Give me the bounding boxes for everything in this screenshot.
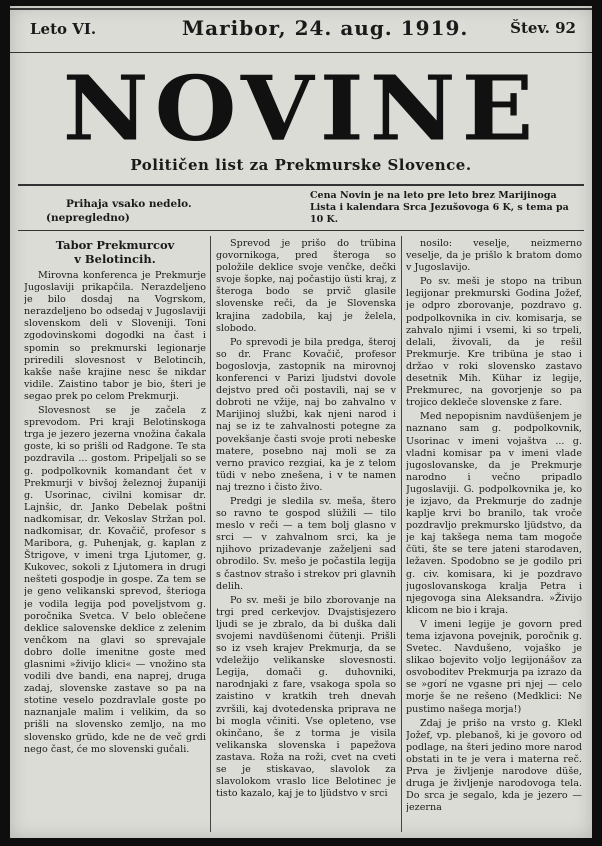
- dateline: Maribor, 24. aug. 1919.: [182, 16, 469, 40]
- paragraph: Po sv. meši je bilo zborovanje na trgi pred cerkevjov. Dvajstisjezero ljudi se je zbralo, da bi duška dali svojemi navdüšenomi čütenji. Prišli so iz vseh krajev Prekmurja, da se vdeležijo velikanske slovesnosti. Legija, domači g. duhovniki, narodnjaki z fare, vsakoga spola so zaistino v kratkih treh dnevah zvršili, kaj dvotedenska priprava ne bi mogla včiniti. Vse opleteno, vse okinčano, še z torma je visila velikanska slovenska i papežova zastava. Roža na roži, cvet na cveti se je stiskavao, slavolok za slavolokom vraslo lice Belotinec je tisto kazalo, kaj je to ljüdstvo v srci: [216, 594, 396, 800]
- column-2: [216, 238, 396, 828]
- paragraph: Po sv. meši je stopo na tribun legijonar prekmurski Godina Jožef, je odpro zborovanje, pozdravo g. podpolkovnika in civ. komisarja, se zahvalo njimi i vsemi, ki so trpeli, delali, živovali, da je rešil Prekmurje. Kre tribüna je stao i držao v roki slovensko zastavo desetnik Mih. Kühar iz legije, Prekmurec, na govorjenje so pa trojico dekleče slovenske z fare.: [406, 276, 582, 409]
- column-divider: [401, 236, 402, 832]
- masthead-rule-lower: [18, 230, 584, 231]
- volume-label: Leto VI.: [30, 20, 97, 38]
- masthead-subtitle: Političen list za Prekmurske Slovence.: [130, 156, 472, 174]
- publication-frequency: Prihaja vsako nedelo.: [66, 198, 192, 210]
- paragraph: Sprevod je prišo do trübina govornikoga, pred šteroga so položile deklice svoje venčke, dečki svoje šopke, naj počastijo üsti kraj, z šteroga bodo se prvič glasile slovenske reči, da je Slovenska krajina zadobila, kaj je želela, slobodo.: [216, 238, 396, 334]
- article-headline: [24, 238, 206, 266]
- paragraph: Mirovna konferenca je Prekmurje Jugoslaviji prikapčila. Nerazdeljeno je bilo dosdaj na Vogrskom, nerazdeljeno bo odsedaj v Jugoslaviji slovenskom deli v Sloveniji. Toni zgodovinskomi dogodki na čast i spomin so prekmurski legionarje priredili slovesnost v Belotincih, kakše naše krajine nesc še nikdar vidile. Zaistino tabor je bio, šteri je segao prek po celom Prekmurji.: [24, 270, 206, 402]
- paragraph: Med nepopisnim navdüšenjem je naznano sam g. podpolkovnik, Usorinac v imeni vojaštva ... g. vladni komisar pa v imeni vlade jugoslovanske, da je Prekmurje narodno i večno pripadlo Jugoslaviji. G. podpolkovnika je, ko je izjavo, da Prekmurje do zadnje kaplje krvi bo branilo, tak vroče pozdravljo prekmursko ljüdstvo, da je kaj takšega nema tam mogoče čüti, šte se tere jateni starodaven, ležaven. Spodobno se je godilo pri g. civ. komisarа, ki je pozdravo jugoslovanskoga kralja Petra i njegovoga sina Aleksandra. »Živijo klicom ne bio i kraja.: [406, 411, 582, 616]
- column-3: [406, 238, 582, 828]
- paragraph: Po sprevodi je bila predga, šteroj so dr. Franc Kovačič, profesor bogoslovja, zastopnik na mirovnoj konferenci v Parizi ljudstvi dovole dejstvo pred oči postavili, naj se v dobroti ne vžije, naj bo zahvalno v Marijinoj službi, kak njeni narod i naj se iz te zahvalnosti potegne za povekšanje časti svoje proti nebeske matere, posebno naj moli se za verno pravico rezgiai, ka je z telom tüdi v nebo znešena, i v te namen naj trezno i čisto živo.: [216, 336, 396, 493]
- headline-line-1: Tabor Prekmurcov: [55, 238, 175, 252]
- paragraph: Predgi je sledila sv. meša, štero so ravno te gospod slüžili — tilo meslo v reči — a tem bolj glasno v srci — v zahvalnom srci, ka je njihovo prizadevanje zaželjeni sad obrodilo. Sv. mešo je počastila legija s častnov strašo i strekov pri glavnih delih.: [216, 495, 396, 592]
- column-1: [24, 238, 206, 828]
- masthead-rule: [18, 184, 584, 186]
- publication-note: (nepregledno): [46, 212, 130, 224]
- masthead-title: NOVINE: [62, 56, 540, 162]
- headline-line-2: v Belotincih.: [74, 252, 156, 266]
- paragraph: Slovesnost se je začela z sprevodom. Pri kraji Belotinskoga trga je jezero jezerna vnožina čakala goste, ki so prišli od Radgone. Te sta pozdravila ... gostom. Pripeljali so se g. podpolkovnik komandant čet v Prekmurji v bivšoj železnoj županiji g. Usorinac, civilni komisar dr. Lajnšic, dr. Janko Debelak poštni nadkomisar, dr. Vekoslav Stržan pol. nadkomisar, dr. Kovačič, profesor s Maribora, g. Puhenjak, g. kaplan z Štrigove, v imeni trga Ljutomer, g. Kukovec, sokoli z Ljutomera in drugi nešteti gospodje in gospe. Za tem se je geno velikanski sprevod, šterioga je vodila legija pod poveljstvom g. poročnika Svetca. V belo oblečene deklice salovenske deklice z zelenim venčkom na glavi so sprevajale dobro dolle imenitne goste med glasnimi »živijo klici« — vnožino sta vodili dve bandi, ena naprej, druga zadaj, slovenske zastave so pa na stotine veselo pozdravlale goste po naznanjale malim i velikim, da so prišli na slovensko zemljo, na mo slovensko grüdo, kde ne de več grdi nego čast, će mo slovenski gučali.: [24, 405, 206, 755]
- subscription-price: Cena Novin je na leto pre leto brez Marijinoga Lista i kalendara Srca Jezušovoga 6 K, s tema pa 10 K.: [310, 190, 569, 225]
- issue-number: Štev. 92: [510, 19, 576, 37]
- masthead-topline: [22, 16, 582, 44]
- paragraph: V imeni legije je govorn pred tema izjavona povejnik, poročnik g. Svetec. Navdušeno, vojaško je slikao bojevito voljo legijonášov za osvoboditev Prekmurja pa izrazo da se »gorí ne vgasne pri njej — celo morje še ne rešeno (Medklici: Ne pustimo našega morja!): [406, 618, 582, 715]
- newspaper-page: [10, 6, 592, 838]
- column-divider: [210, 236, 211, 832]
- paragraph: Zdaj je prišo na vrsto g. Klekl Jožef, vp. plebanoš, ki je govoro od podlage, na šteri jedino more narod obstati in te je vera i materna reč. Prva je življenje narodove düše, druga je življenje narodovoga tela. Do srca je segalo, kda je jezero — jezerna: [406, 717, 582, 814]
- top-rule: [10, 8, 592, 10]
- paragraph: nosilo: veselje, neizmerno veselje, da je prišlo k bratom domo v Jugoslavijo.: [406, 238, 582, 274]
- top-rule-lower: [10, 52, 592, 53]
